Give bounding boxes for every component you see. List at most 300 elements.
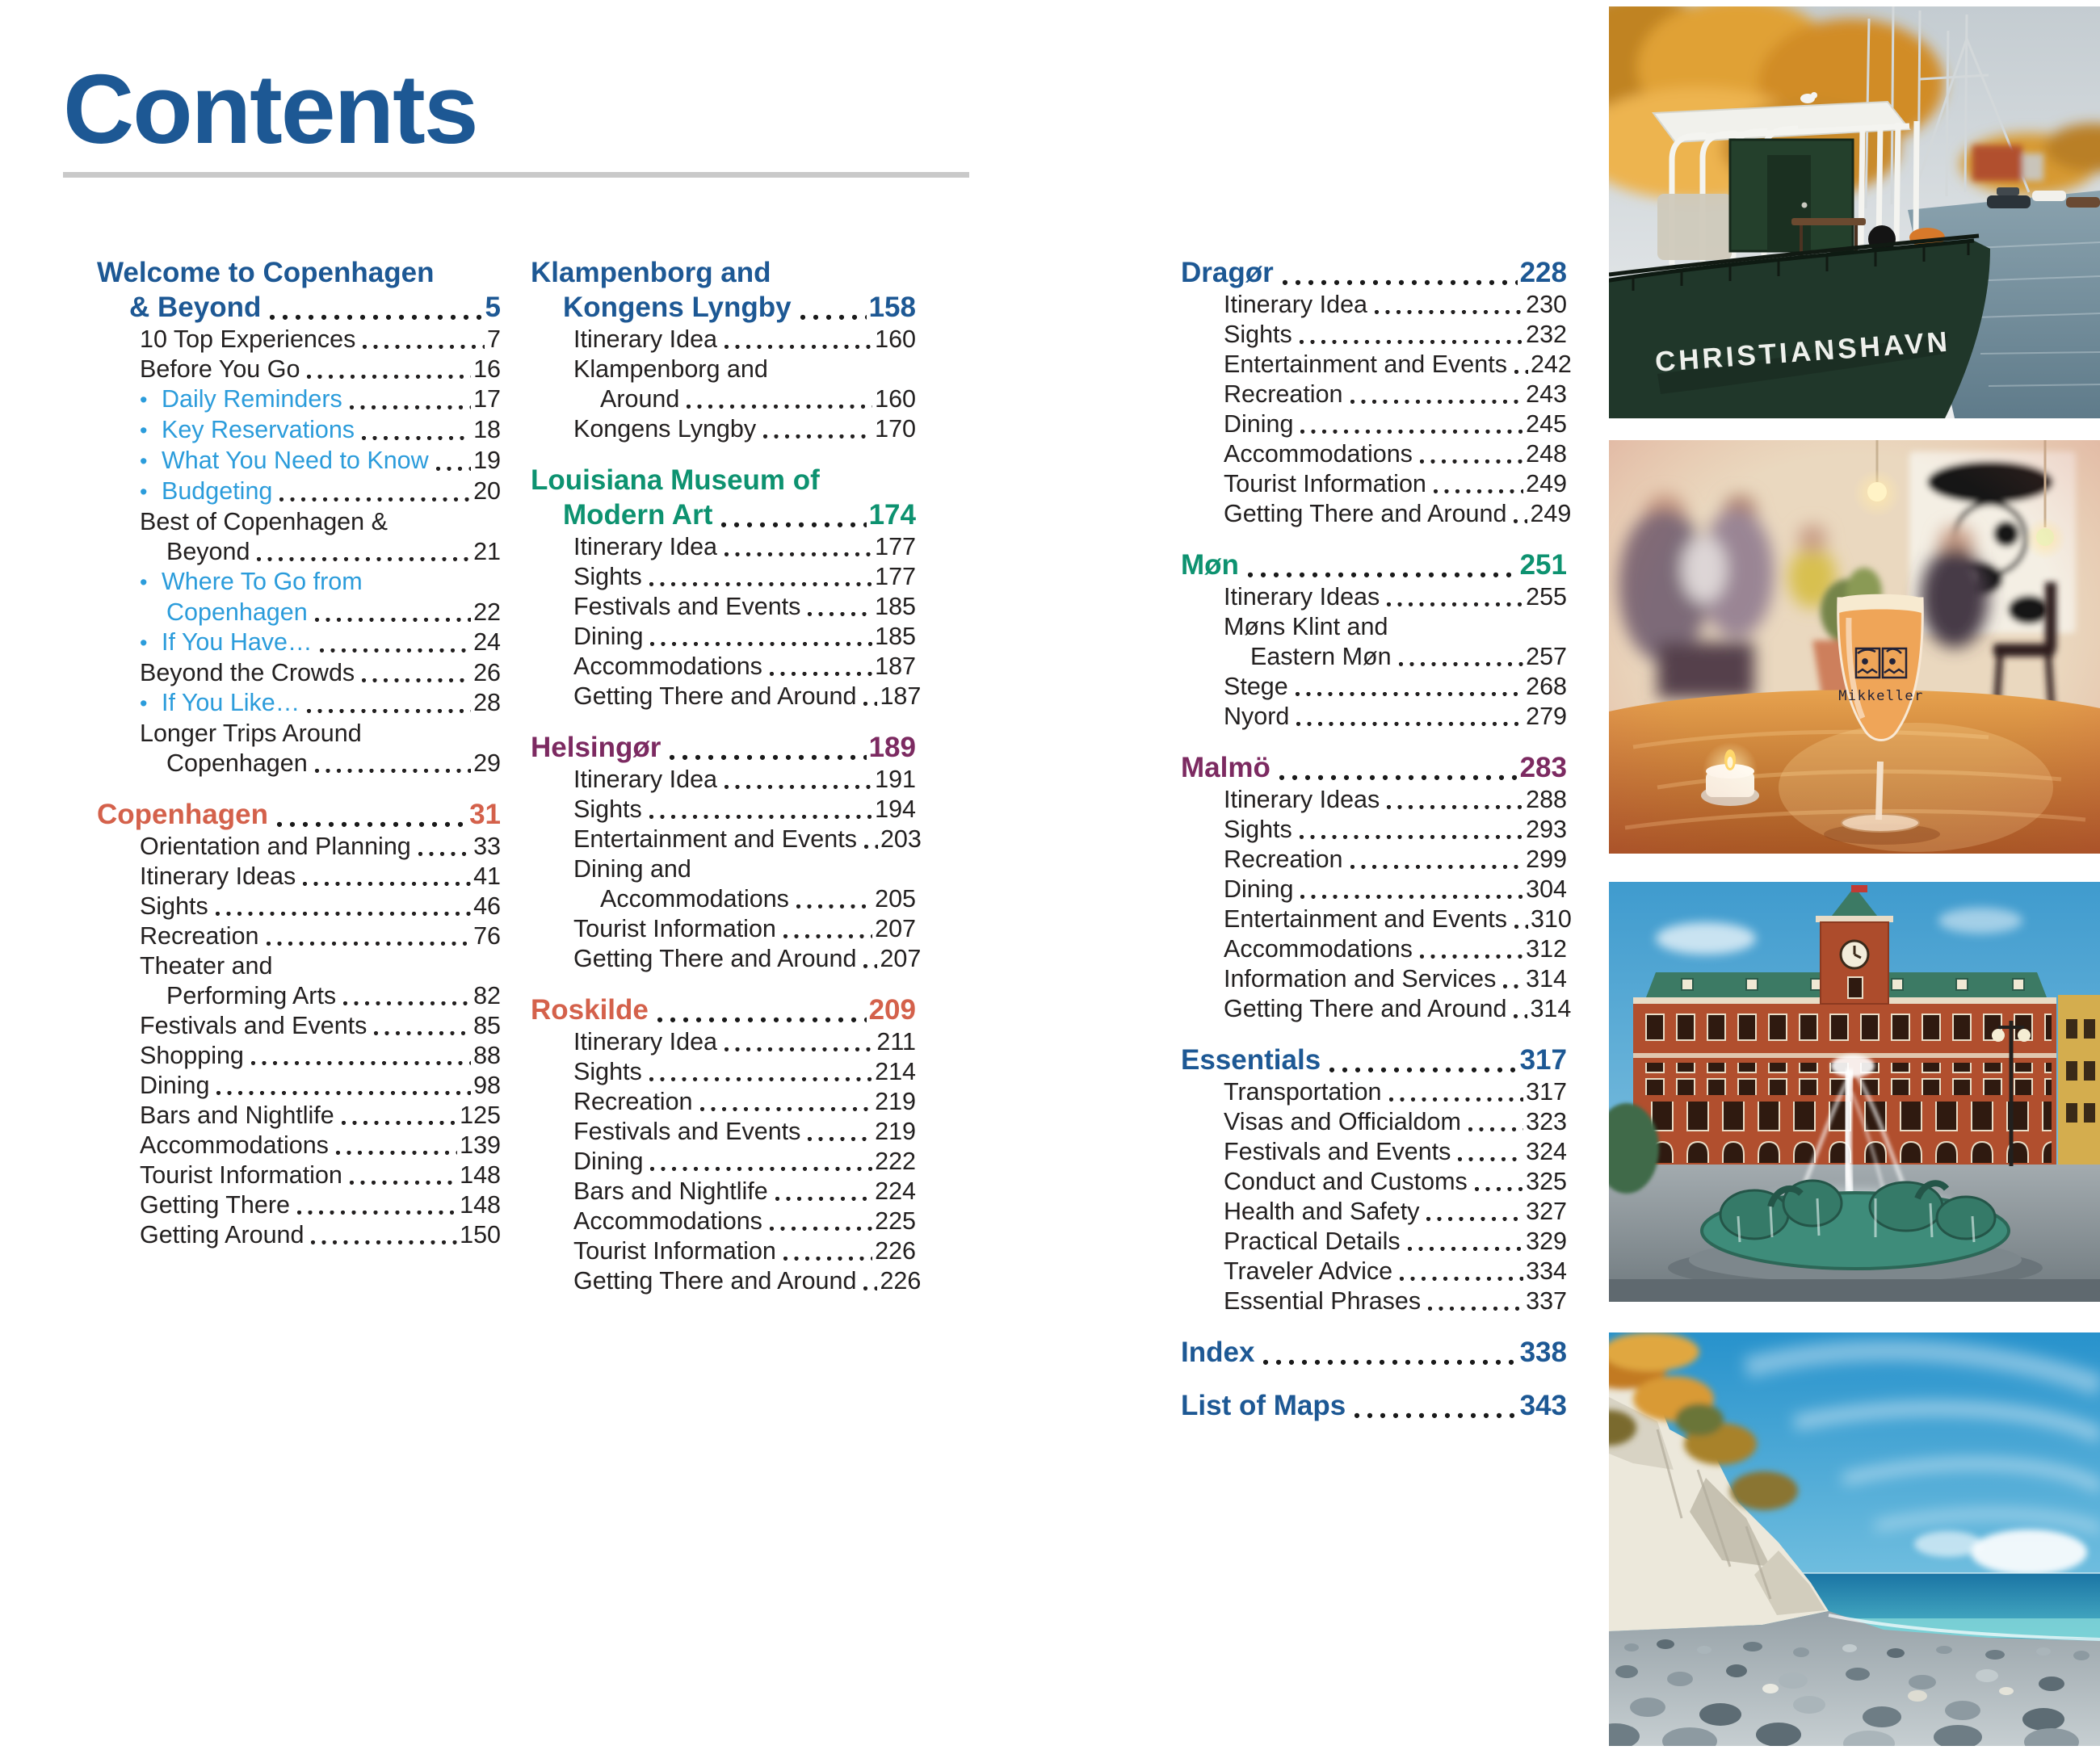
toc-entry-page-number: 334	[1526, 1257, 1567, 1285]
dot-leader	[1262, 1359, 1517, 1366]
toc-entry-label: Budgeting	[162, 477, 273, 505]
toc-entry	[531, 532, 916, 562]
toc-entry-label: Accommodations	[1224, 935, 1413, 963]
toc-entry-label: Nyord	[1224, 703, 1290, 730]
toc-entry-label: Accommodations	[573, 1207, 762, 1235]
toc-entry-line	[1181, 702, 1567, 732]
toc-entry-line	[97, 832, 501, 862]
toc-entry-page-number: 150	[460, 1221, 501, 1249]
toc-entry-label: Sights	[573, 563, 642, 590]
toc-entry	[531, 1266, 922, 1296]
toc-entry-label: Around	[600, 385, 680, 413]
toc-entry-page-number: 219	[875, 1088, 916, 1115]
dot-leader	[796, 904, 872, 909]
toc-entry-label: Bars and Nightlife	[573, 1177, 768, 1205]
toc-entry-page-number: 160	[875, 385, 916, 413]
toc-entry	[1181, 934, 1567, 964]
bullet-icon: •	[140, 418, 148, 443]
toc-entry-page-number: 324	[1526, 1138, 1567, 1165]
toc-entry	[531, 325, 916, 355]
toc-entry-label: If You Have…	[162, 628, 313, 656]
dot-leader	[362, 344, 485, 350]
toc-entry-page-number: 314	[1526, 965, 1567, 993]
toc-entry-label: Festivals and Events	[1224, 1138, 1451, 1165]
toc-entry	[531, 622, 916, 652]
toc-entry-line	[97, 892, 501, 921]
toc-entry	[1181, 582, 1567, 612]
toc-entry-page-number: 224	[875, 1177, 916, 1205]
toc-entry-page-number: 33	[473, 833, 501, 860]
toc-entry-line	[97, 1220, 501, 1250]
dot-leader	[1513, 1013, 1527, 1019]
dot-leader	[724, 784, 872, 790]
toc-entry-label: Festivals and Events	[573, 1118, 801, 1145]
section-title: Dragør	[1181, 257, 1274, 288]
dot-leader	[1296, 721, 1523, 727]
toc-entry-label: Dining	[573, 1148, 644, 1175]
bullet-icon: •	[140, 449, 148, 473]
toc-entry-line	[1181, 350, 1572, 380]
toc-entry-line	[97, 415, 501, 446]
toc-entry-page-number: 245	[1526, 410, 1567, 438]
toc-entry-page-number: 243	[1526, 380, 1567, 408]
dot-leader	[314, 768, 471, 774]
dot-leader	[1419, 954, 1523, 959]
toc-entry-page-number: 17	[473, 385, 501, 413]
toc-entry	[1181, 1167, 1567, 1197]
toc-entry	[531, 914, 916, 944]
dot-leader	[276, 821, 467, 828]
toc-entry	[97, 1190, 501, 1220]
toc-entry-line	[1181, 964, 1567, 994]
toc-entry	[97, 384, 501, 415]
dot-leader	[1514, 369, 1528, 375]
toc-entry	[1181, 964, 1567, 994]
toc-entry-label: Kongens Lyngby	[573, 415, 757, 443]
toc-entry	[1181, 845, 1567, 875]
bullet-icon: •	[140, 388, 148, 412]
toc-entry	[1181, 875, 1567, 904]
toc-entry-line	[1181, 320, 1567, 350]
toc-entry-label: Møns Klint and	[1224, 613, 1388, 640]
toc-entry	[97, 921, 501, 951]
toc-entry-page-number: 170	[875, 415, 916, 443]
dot-leader	[863, 1286, 877, 1291]
toc-entry-label: Sights	[573, 795, 642, 823]
toc-entry	[531, 682, 922, 711]
toc-entry	[97, 325, 501, 355]
toc-entry	[531, 1117, 916, 1147]
toc-entry-page-number: 323	[1526, 1108, 1567, 1135]
dot-leader	[649, 581, 872, 587]
toc-entry-label: Getting There and Around	[1224, 995, 1507, 1022]
dot-leader	[783, 1256, 872, 1261]
deck-table	[1791, 218, 1866, 225]
section-page-number: 209	[868, 994, 916, 1026]
toc-entry	[1181, 320, 1567, 350]
toc-entry	[531, 1177, 916, 1207]
toc-entry	[97, 1160, 501, 1190]
toc-entry-page-number: 225	[875, 1207, 916, 1235]
dot-leader	[306, 374, 471, 380]
toc-entry-line	[97, 658, 501, 688]
dot-leader	[769, 671, 872, 677]
toc-entry-page-number: 288	[1526, 786, 1567, 813]
toc-entry-line	[97, 325, 501, 355]
toc-entry-line	[1181, 380, 1567, 409]
toc-entry-page-number: 310	[1530, 905, 1572, 933]
section-title: Malmö	[1181, 752, 1270, 783]
toc-entry-line	[97, 355, 501, 384]
cloud	[1656, 922, 1756, 955]
toc-entry-label: Festivals and Events	[140, 1012, 368, 1039]
dot-leader	[269, 314, 482, 321]
toc-entry-page-number: 28	[473, 689, 501, 716]
section-title: Essentials	[1181, 1044, 1321, 1076]
toc-entry-label: Klampenborg and	[573, 355, 768, 383]
toc-entry-page-number: 177	[875, 563, 916, 590]
toc-entry-label: Entertainment and Events	[1224, 350, 1507, 378]
dot-leader	[349, 1180, 457, 1186]
section-title-line	[531, 255, 916, 290]
dot-leader	[1399, 1276, 1523, 1282]
toc-entry-line	[531, 914, 916, 944]
dot-leader	[435, 466, 471, 472]
toc-entry-line	[97, 1101, 501, 1131]
toc-entry-line	[97, 981, 501, 1011]
toc-entry-label: Accommodations	[573, 653, 762, 680]
toc-entry-label: Performing Arts	[166, 982, 337, 1009]
dot-leader	[1457, 1156, 1523, 1162]
toc-entry	[1181, 1227, 1567, 1257]
toc-section-dragor	[1181, 255, 1572, 529]
toc-entry	[97, 446, 501, 476]
christianshavn-illustration	[1609, 6, 2100, 418]
toc-entry-label: Theater and	[140, 952, 273, 980]
toc-entry	[97, 862, 501, 892]
toc-entry-page-number: 187	[880, 682, 922, 710]
section-title-line	[531, 993, 916, 1027]
dot-leader	[863, 963, 877, 969]
toc-entry	[1181, 1197, 1567, 1227]
toc-entry	[1181, 612, 1567, 672]
bullet-icon: •	[140, 480, 148, 504]
toc-section-index	[1181, 1335, 1567, 1370]
toc-entry-page-number: 185	[875, 593, 916, 620]
toc-entry-page-number: 148	[460, 1161, 501, 1189]
toc-entry-label: Dining	[573, 623, 644, 650]
toc-entry-page-number: 230	[1526, 291, 1567, 318]
toc-entry-label: Health and Safety	[1224, 1198, 1420, 1225]
toc-entry-label: Getting There and Around	[573, 682, 857, 710]
dot-leader	[1354, 1412, 1517, 1419]
toc-entry-line	[1181, 815, 1567, 845]
section-title: Møn	[1181, 549, 1239, 581]
section-page-number: 317	[1519, 1044, 1567, 1076]
toc-entry-line	[1181, 642, 1567, 672]
toc-entry-page-number: 327	[1526, 1198, 1567, 1225]
toc-entry	[1181, 904, 1572, 934]
toc-section-copenhagen	[97, 797, 501, 1250]
photo-christianshavn-houseboat	[1609, 6, 2100, 418]
toc-entry-page-number: 279	[1526, 703, 1567, 730]
toc-entry-page-number: 41	[473, 862, 501, 890]
toc-entry	[97, 1131, 501, 1160]
toc-entry-label: Accommodations	[600, 885, 789, 913]
toc-entry-label: Orientation and Planning	[140, 833, 411, 860]
toc-entry-line	[531, 1236, 916, 1266]
toc-entry-line	[531, 355, 916, 384]
toc-entry-label: Transportation	[1224, 1078, 1382, 1106]
toc-entry-page-number: 18	[473, 416, 501, 443]
toc-entry-label: Beyond	[166, 538, 250, 565]
canvas-screen	[1657, 194, 1732, 260]
section-title-line	[531, 463, 916, 497]
toc-entry-page-number: 177	[875, 533, 916, 560]
toc-entry-label: Itinerary Idea	[1224, 291, 1368, 318]
cloud-bank	[1971, 1530, 2087, 1575]
toc-entry-label: What You Need to Know	[162, 447, 429, 474]
toc-entry-page-number: 139	[460, 1131, 501, 1159]
toc-entry	[531, 1087, 916, 1117]
toc-entry-page-number: 24	[473, 628, 501, 656]
dot-leader	[349, 405, 471, 410]
toc-entry-page-number: 248	[1526, 440, 1567, 468]
toc-entry-page-number: 329	[1526, 1228, 1567, 1255]
dot-leader	[215, 911, 471, 917]
toc-entry-line	[531, 414, 916, 444]
dot-leader	[1329, 1067, 1517, 1073]
toc-entry	[1181, 1137, 1567, 1167]
toc-entry-page-number: 214	[875, 1058, 916, 1085]
toc-entry-page-number: 191	[875, 766, 916, 793]
toc-entry	[531, 795, 916, 825]
toc-column-1	[97, 255, 501, 1269]
toc-entry-page-number: 98	[473, 1072, 501, 1099]
section-page-number: 283	[1519, 752, 1567, 783]
toc-entry-line	[1181, 409, 1567, 439]
toc-entry	[531, 414, 916, 444]
section-page-number: 31	[469, 799, 501, 830]
toc-entry	[97, 567, 501, 627]
dot-leader	[1407, 1246, 1523, 1252]
toc-entry	[97, 719, 501, 778]
dot-leader	[699, 1106, 873, 1112]
toc-entry-label: Getting There	[140, 1191, 290, 1219]
toc-entry	[531, 1147, 916, 1177]
section-title-line	[1181, 1335, 1567, 1370]
toc-entry	[1181, 1107, 1567, 1137]
toc-entry	[531, 825, 922, 854]
section-title-line	[1181, 255, 1567, 290]
toc-entry-line	[97, 1071, 501, 1101]
toc-entry-label: Sights	[140, 892, 208, 920]
toc-entry	[1181, 702, 1567, 732]
dot-leader	[1279, 774, 1518, 781]
dot-leader	[1502, 984, 1523, 989]
toc-entry-label: Daily Reminders	[162, 385, 342, 413]
toc-entry	[1181, 785, 1567, 815]
dot-leader	[1419, 459, 1523, 464]
section-page-number: 338	[1519, 1337, 1567, 1368]
toc-entry-page-number: 88	[473, 1042, 501, 1069]
dot-leader	[256, 556, 471, 562]
toc-entry-label: Tourist Information	[573, 915, 776, 942]
toc-section-essentials	[1181, 1043, 1567, 1316]
toc-entry-label: Getting There and Around	[573, 1267, 857, 1295]
toc-entry-page-number: 219	[875, 1118, 916, 1145]
dot-leader	[649, 641, 872, 647]
section-title-line	[1181, 750, 1567, 785]
toc-entry	[1181, 1257, 1567, 1286]
toc-entry-page-number: 22	[473, 598, 501, 626]
toc-entry-line	[97, 1160, 501, 1190]
toc-entry	[1181, 672, 1567, 702]
toc-entry-label: Where To Go from	[162, 568, 363, 595]
toc-entry-page-number: 160	[875, 325, 916, 353]
toc-entry-line	[531, 1087, 916, 1117]
section-page-number: 343	[1519, 1390, 1567, 1421]
section-title: Index	[1181, 1337, 1255, 1368]
toc-entry	[1181, 350, 1572, 380]
toc-entry	[97, 476, 501, 507]
toc-entry-line	[97, 921, 501, 951]
toc-entry	[97, 688, 501, 719]
toc-entry-line	[1181, 1257, 1567, 1286]
dot-leader	[314, 617, 471, 623]
toc-entry-page-number: 7	[487, 325, 501, 353]
toc-entry-page-number: 76	[473, 922, 501, 950]
toc-entry-page-number: 19	[473, 447, 501, 474]
toc-entry-line	[1181, 499, 1572, 529]
toc-entry-label: Shopping	[140, 1042, 244, 1069]
toc-entry-line	[531, 592, 916, 622]
dot-leader	[807, 611, 872, 617]
toc-entry-label: Key Reservations	[162, 416, 355, 443]
dot-leader	[807, 1136, 872, 1142]
toc-entry-line	[1181, 582, 1567, 612]
page-title: Contents	[63, 54, 477, 164]
toc-entry	[97, 1071, 501, 1101]
toc-entry-page-number: 29	[473, 749, 501, 777]
dot-leader	[724, 344, 872, 350]
dot-leader	[250, 1060, 471, 1066]
toc-entry	[1181, 1077, 1567, 1107]
toc-entry-label: Festivals and Events	[573, 593, 801, 620]
section-title-line	[97, 797, 501, 832]
toc-entry	[97, 832, 501, 862]
toc-entry-line	[97, 567, 501, 598]
toc-entry	[1181, 1286, 1567, 1316]
toc-entry	[531, 355, 916, 414]
toc-entry-label: Sights	[1224, 816, 1292, 843]
toc-entry-line	[97, 1041, 501, 1071]
toc-entry-label: Before You Go	[140, 355, 300, 383]
toc-entry-line	[1181, 439, 1567, 469]
toc-entry-line	[1181, 1167, 1567, 1197]
dot-leader	[649, 814, 872, 820]
toc-entry-label: Eastern Møn	[1250, 643, 1392, 670]
toc-entry-line	[531, 1147, 916, 1177]
toc-entry	[531, 944, 922, 974]
toc-entry-line	[1181, 469, 1567, 499]
toc-entry-page-number: 82	[473, 982, 501, 1009]
toc-entry-line	[531, 1057, 916, 1087]
section-title-line	[1181, 1388, 1567, 1423]
toc-entry-page-number: 20	[473, 477, 501, 505]
toc-entry-line	[97, 627, 501, 658]
dot-leader	[775, 1196, 872, 1202]
toc-entry-label: Conduct and Customs	[1224, 1168, 1468, 1195]
section-title: Roskilde	[531, 994, 649, 1026]
toc-entry	[97, 951, 501, 1011]
dot-leader	[1388, 1097, 1524, 1102]
dot-leader	[1300, 429, 1523, 434]
toc-entry	[97, 1011, 501, 1041]
toc-entry-line	[531, 854, 916, 884]
section-page-number: 251	[1519, 549, 1567, 581]
section-title-line	[97, 290, 501, 325]
toc-entry-line	[1181, 1077, 1567, 1107]
section-page-number: 189	[868, 732, 916, 763]
toc-entry-line	[1181, 1197, 1567, 1227]
toc-section-klampenborg	[531, 255, 916, 444]
dot-leader	[342, 1001, 471, 1006]
toc-entry	[1181, 815, 1567, 845]
dot-leader	[724, 552, 872, 557]
dot-leader	[1350, 399, 1524, 405]
toc-entry	[531, 854, 916, 914]
toc-entry-line	[97, 1190, 501, 1220]
dot-leader	[1513, 518, 1527, 524]
toc-entry-line	[531, 795, 916, 825]
dot-leader	[335, 1150, 457, 1156]
toc-entry-label: Recreation	[140, 922, 259, 950]
toc-entry-line	[531, 1117, 916, 1147]
dot-leader	[302, 881, 471, 887]
toc-column-2	[531, 255, 922, 1315]
toc-section-welcome	[97, 255, 501, 778]
dot-leader	[1300, 894, 1523, 900]
photo-mons-klint-cliffs	[1609, 1332, 2100, 1746]
toc-entry-line	[97, 1131, 501, 1160]
toc-entry-label: Copenhagen	[166, 749, 308, 777]
toc-entry-line	[1181, 290, 1567, 320]
toc-entry-line	[1181, 1107, 1567, 1137]
toc-entry-line	[531, 884, 916, 914]
toc-entry-line	[1181, 845, 1567, 875]
toc-entry	[97, 658, 501, 688]
toc-entry-label: Tourist Information	[1224, 470, 1426, 497]
toc-entry-page-number: 207	[880, 945, 922, 972]
water-jet	[1847, 1069, 1851, 1203]
toc-entry-line	[531, 765, 916, 795]
toc-entry-line	[531, 652, 916, 682]
toc-section-mon	[1181, 548, 1567, 732]
dot-leader	[863, 844, 878, 850]
toc-entry-line	[97, 507, 501, 537]
section-title: List of Maps	[1181, 1390, 1346, 1421]
toc-entry	[97, 1101, 501, 1131]
toc-entry-label: Itinerary Ideas	[1224, 786, 1380, 813]
toc-entry-line	[97, 688, 501, 719]
toc-entry-label: Entertainment and Events	[1224, 905, 1507, 933]
toc-entry-page-number: 46	[473, 892, 501, 920]
dot-leader	[1282, 279, 1518, 286]
dot-leader	[1247, 572, 1518, 578]
toc-entry-label: Longer Trips Around	[140, 720, 362, 747]
toc-entry	[97, 507, 501, 567]
